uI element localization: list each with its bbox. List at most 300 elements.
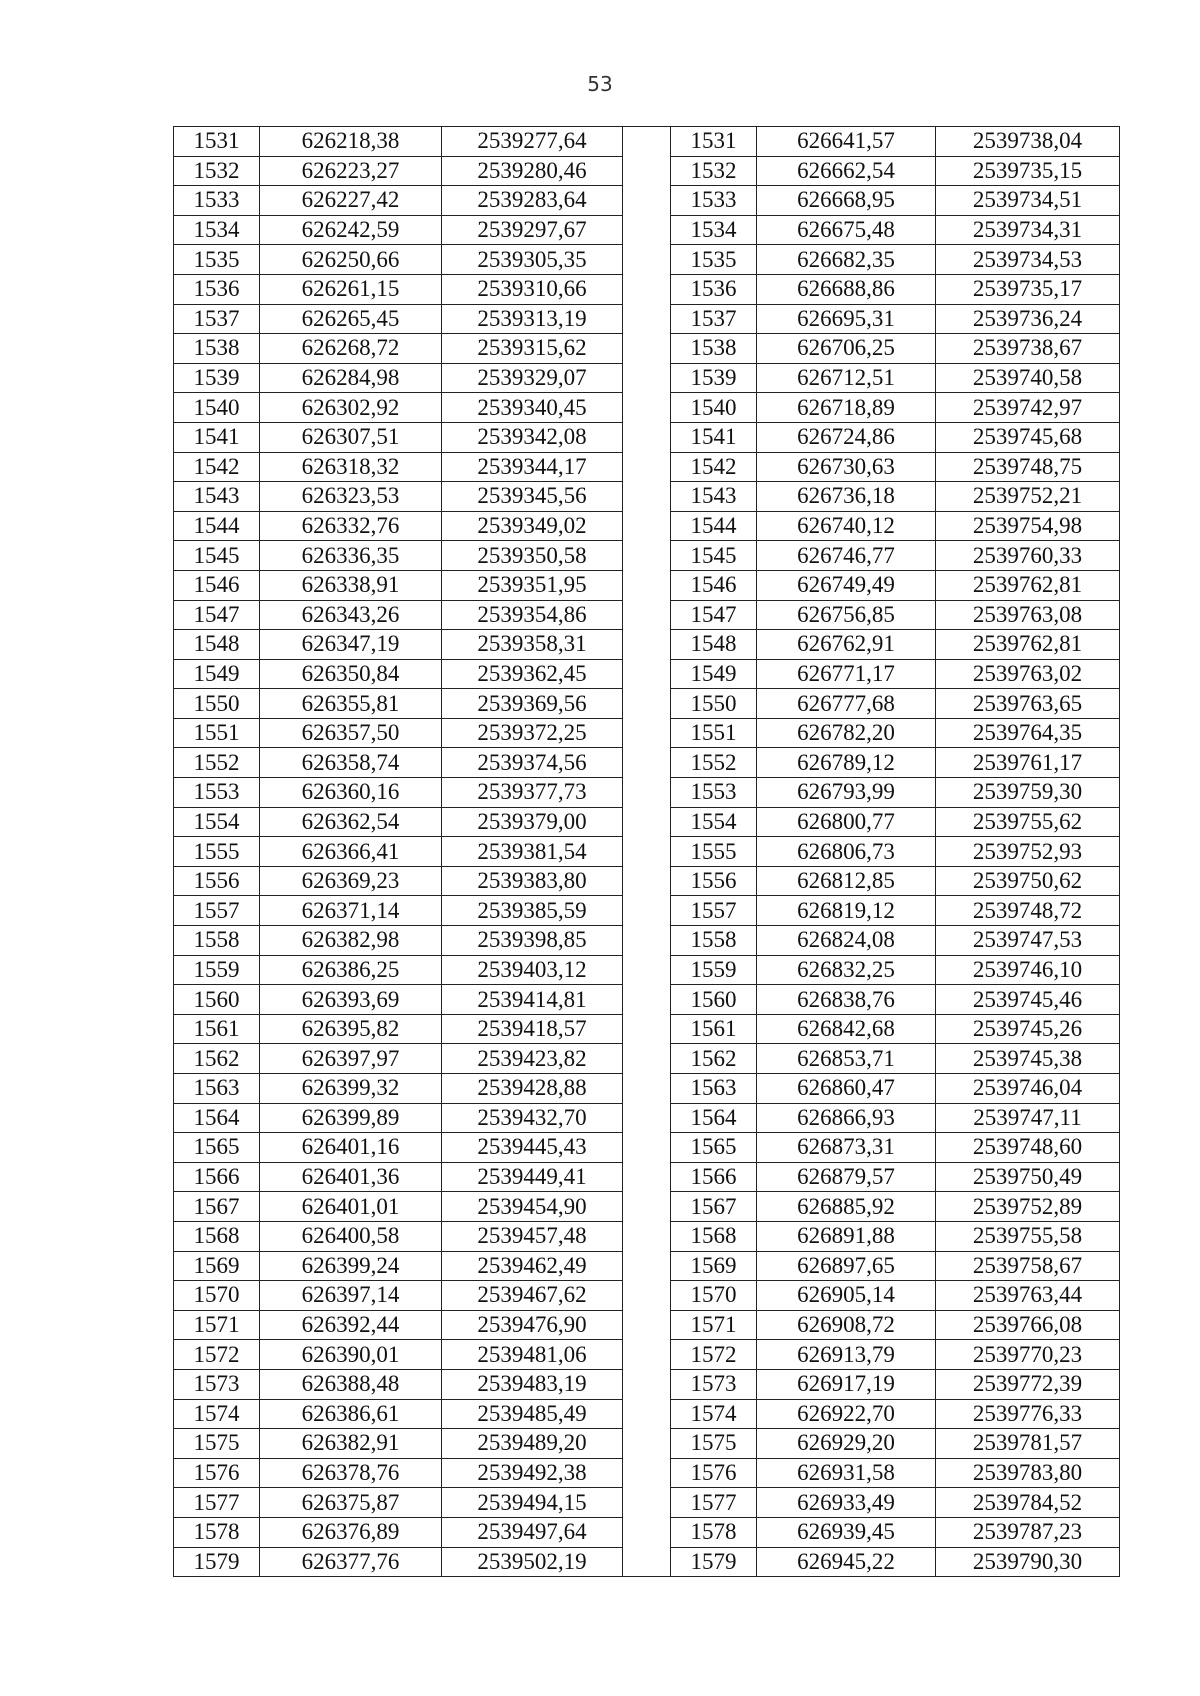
table-row bbox=[174, 1458, 1120, 1488]
point-number-cell: 1536 bbox=[174, 274, 260, 304]
point-number-cell: 1540 bbox=[174, 393, 260, 423]
table-row bbox=[174, 1281, 1120, 1311]
table-row bbox=[174, 630, 1120, 660]
y-coordinate-cell: 2539432,70 bbox=[442, 1103, 623, 1133]
y-coordinate-cell: 2539754,98 bbox=[936, 511, 1120, 541]
table-row bbox=[174, 215, 1120, 245]
y-coordinate-cell: 2539734,53 bbox=[936, 245, 1120, 275]
point-number-cell: 1535 bbox=[671, 245, 757, 275]
y-coordinate-cell: 2539467,62 bbox=[442, 1281, 623, 1311]
table-row bbox=[174, 511, 1120, 541]
table-row bbox=[174, 807, 1120, 837]
y-coordinate-cell: 2539755,62 bbox=[936, 807, 1120, 837]
y-coordinate-cell: 2539766,08 bbox=[936, 1310, 1120, 1340]
x-coordinate-cell: 626386,61 bbox=[260, 1399, 442, 1429]
x-coordinate-cell: 626227,42 bbox=[260, 186, 442, 216]
gap-cell bbox=[623, 837, 671, 867]
point-number-cell: 1550 bbox=[671, 689, 757, 719]
y-coordinate-cell: 2539745,26 bbox=[936, 1014, 1120, 1044]
gap-cell bbox=[623, 334, 671, 364]
table-row bbox=[174, 718, 1120, 748]
x-coordinate-cell: 626793,99 bbox=[757, 778, 936, 808]
y-coordinate-cell: 2539454,90 bbox=[442, 1192, 623, 1222]
point-number-cell: 1573 bbox=[174, 1369, 260, 1399]
point-number-cell: 1539 bbox=[671, 363, 757, 393]
x-coordinate-cell: 626371,14 bbox=[260, 896, 442, 926]
y-coordinate-cell: 2539745,38 bbox=[936, 1044, 1120, 1074]
y-coordinate-cell: 2539748,60 bbox=[936, 1133, 1120, 1163]
y-coordinate-cell: 2539759,30 bbox=[936, 778, 1120, 808]
y-coordinate-cell: 2539351,95 bbox=[442, 570, 623, 600]
x-coordinate-cell: 626358,74 bbox=[260, 748, 442, 778]
point-number-cell: 1560 bbox=[174, 985, 260, 1015]
x-coordinate-cell: 626812,85 bbox=[757, 866, 936, 896]
y-coordinate-cell: 2539740,58 bbox=[936, 363, 1120, 393]
y-coordinate-cell: 2539734,31 bbox=[936, 215, 1120, 245]
table-row bbox=[174, 600, 1120, 630]
point-number-cell: 1558 bbox=[671, 926, 757, 956]
point-number-cell: 1537 bbox=[174, 304, 260, 334]
y-coordinate-cell: 2539383,80 bbox=[442, 866, 623, 896]
point-number-cell: 1559 bbox=[671, 955, 757, 985]
table-row bbox=[174, 452, 1120, 482]
x-coordinate-cell: 626377,76 bbox=[260, 1547, 442, 1577]
point-number-cell: 1548 bbox=[174, 630, 260, 660]
point-number-cell: 1563 bbox=[671, 1074, 757, 1104]
x-coordinate-cell: 626318,32 bbox=[260, 452, 442, 482]
y-coordinate-cell: 2539738,67 bbox=[936, 334, 1120, 364]
x-coordinate-cell: 626842,68 bbox=[757, 1014, 936, 1044]
x-coordinate-cell: 626397,14 bbox=[260, 1281, 442, 1311]
y-coordinate-cell: 2539770,23 bbox=[936, 1340, 1120, 1370]
table-row bbox=[174, 837, 1120, 867]
point-number-cell: 1562 bbox=[671, 1044, 757, 1074]
y-coordinate-cell: 2539354,86 bbox=[442, 600, 623, 630]
y-coordinate-cell: 2539358,31 bbox=[442, 630, 623, 660]
y-coordinate-cell: 2539747,53 bbox=[936, 926, 1120, 956]
gap-cell bbox=[623, 1044, 671, 1074]
y-coordinate-cell: 2539398,85 bbox=[442, 926, 623, 956]
x-coordinate-cell: 626879,57 bbox=[757, 1162, 936, 1192]
point-number-cell: 1577 bbox=[671, 1488, 757, 1518]
gap-cell bbox=[623, 1103, 671, 1133]
x-coordinate-cell: 626360,16 bbox=[260, 778, 442, 808]
point-number-cell: 1550 bbox=[174, 689, 260, 719]
x-coordinate-cell: 626323,53 bbox=[260, 482, 442, 512]
x-coordinate-cell: 626375,87 bbox=[260, 1488, 442, 1518]
y-coordinate-cell: 2539313,19 bbox=[442, 304, 623, 334]
y-coordinate-cell: 2539760,33 bbox=[936, 541, 1120, 571]
x-coordinate-cell: 626706,25 bbox=[757, 334, 936, 364]
gap-cell bbox=[623, 1192, 671, 1222]
x-coordinate-cell: 626800,77 bbox=[757, 807, 936, 837]
y-coordinate-cell: 2539485,49 bbox=[442, 1399, 623, 1429]
y-coordinate-cell: 2539481,06 bbox=[442, 1340, 623, 1370]
y-coordinate-cell: 2539449,41 bbox=[442, 1162, 623, 1192]
y-coordinate-cell: 2539762,81 bbox=[936, 570, 1120, 600]
point-number-cell: 1542 bbox=[671, 452, 757, 482]
table-row bbox=[174, 1310, 1120, 1340]
gap-cell bbox=[623, 1429, 671, 1459]
point-number-cell: 1554 bbox=[671, 807, 757, 837]
y-coordinate-cell: 2539758,67 bbox=[936, 1251, 1120, 1281]
x-coordinate-cell: 626362,54 bbox=[260, 807, 442, 837]
table-row bbox=[174, 156, 1120, 186]
point-number-cell: 1549 bbox=[174, 659, 260, 689]
table-row bbox=[174, 689, 1120, 719]
gap-cell bbox=[623, 1547, 671, 1577]
point-number-cell: 1565 bbox=[671, 1133, 757, 1163]
y-coordinate-cell: 2539381,54 bbox=[442, 837, 623, 867]
gap-cell bbox=[623, 1133, 671, 1163]
point-number-cell: 1571 bbox=[174, 1310, 260, 1340]
y-coordinate-cell: 2539483,19 bbox=[442, 1369, 623, 1399]
x-coordinate-cell: 626399,32 bbox=[260, 1074, 442, 1104]
x-coordinate-cell: 626401,01 bbox=[260, 1192, 442, 1222]
gap-cell bbox=[623, 363, 671, 393]
y-coordinate-cell: 2539750,49 bbox=[936, 1162, 1120, 1192]
point-number-cell: 1568 bbox=[174, 1221, 260, 1251]
gap-cell bbox=[623, 866, 671, 896]
y-coordinate-cell: 2539297,67 bbox=[442, 215, 623, 245]
table-row bbox=[174, 955, 1120, 985]
x-coordinate-cell: 626922,70 bbox=[757, 1399, 936, 1429]
gap-cell bbox=[623, 689, 671, 719]
point-number-cell: 1543 bbox=[174, 482, 260, 512]
x-coordinate-cell: 626366,41 bbox=[260, 837, 442, 867]
point-number-cell: 1565 bbox=[174, 1133, 260, 1163]
x-coordinate-cell: 626338,91 bbox=[260, 570, 442, 600]
y-coordinate-cell: 2539377,73 bbox=[442, 778, 623, 808]
gap-cell bbox=[623, 1458, 671, 1488]
gap-cell bbox=[623, 955, 671, 985]
table-row bbox=[174, 186, 1120, 216]
y-coordinate-cell: 2539372,25 bbox=[442, 718, 623, 748]
table-row bbox=[174, 274, 1120, 304]
gap-cell bbox=[623, 304, 671, 334]
x-coordinate-cell: 626782,20 bbox=[757, 718, 936, 748]
x-coordinate-cell: 626682,35 bbox=[757, 245, 936, 275]
x-coordinate-cell: 626401,36 bbox=[260, 1162, 442, 1192]
y-coordinate-cell: 2539745,68 bbox=[936, 422, 1120, 452]
x-coordinate-cell: 626945,22 bbox=[757, 1547, 936, 1577]
y-coordinate-cell: 2539374,56 bbox=[442, 748, 623, 778]
y-coordinate-cell: 2539369,56 bbox=[442, 689, 623, 719]
x-coordinate-cell: 626832,25 bbox=[757, 955, 936, 985]
y-coordinate-cell: 2539738,04 bbox=[936, 127, 1120, 157]
gap-cell bbox=[623, 1310, 671, 1340]
x-coordinate-cell: 626838,76 bbox=[757, 985, 936, 1015]
table-row bbox=[174, 334, 1120, 364]
x-coordinate-cell: 626718,89 bbox=[757, 393, 936, 423]
gap-cell bbox=[623, 1162, 671, 1192]
gap-cell bbox=[623, 630, 671, 660]
table-row bbox=[174, 1162, 1120, 1192]
point-number-cell: 1552 bbox=[174, 748, 260, 778]
x-coordinate-cell: 626357,50 bbox=[260, 718, 442, 748]
x-coordinate-cell: 626939,45 bbox=[757, 1517, 936, 1547]
y-coordinate-cell: 2539305,35 bbox=[442, 245, 623, 275]
x-coordinate-cell: 626242,59 bbox=[260, 215, 442, 245]
table-row bbox=[174, 1251, 1120, 1281]
gap-cell bbox=[623, 1074, 671, 1104]
gap-cell bbox=[623, 186, 671, 216]
point-number-cell: 1555 bbox=[671, 837, 757, 867]
gap-cell bbox=[623, 1251, 671, 1281]
x-coordinate-cell: 626908,72 bbox=[757, 1310, 936, 1340]
x-coordinate-cell: 626268,72 bbox=[260, 334, 442, 364]
y-coordinate-cell: 2539403,12 bbox=[442, 955, 623, 985]
table-row bbox=[174, 778, 1120, 808]
y-coordinate-cell: 2539746,10 bbox=[936, 955, 1120, 985]
gap-cell bbox=[623, 659, 671, 689]
point-number-cell: 1566 bbox=[671, 1162, 757, 1192]
point-number-cell: 1570 bbox=[671, 1281, 757, 1311]
x-coordinate-cell: 626382,91 bbox=[260, 1429, 442, 1459]
point-number-cell: 1572 bbox=[174, 1340, 260, 1370]
y-coordinate-cell: 2539763,65 bbox=[936, 689, 1120, 719]
table-row bbox=[174, 1074, 1120, 1104]
point-number-cell: 1546 bbox=[671, 570, 757, 600]
y-coordinate-cell: 2539445,43 bbox=[442, 1133, 623, 1163]
y-coordinate-cell: 2539761,17 bbox=[936, 748, 1120, 778]
y-coordinate-cell: 2539752,93 bbox=[936, 837, 1120, 867]
y-coordinate-cell: 2539497,64 bbox=[442, 1517, 623, 1547]
x-coordinate-cell: 626386,25 bbox=[260, 955, 442, 985]
point-number-cell: 1536 bbox=[671, 274, 757, 304]
point-number-cell: 1557 bbox=[671, 896, 757, 926]
point-number-cell: 1532 bbox=[671, 156, 757, 186]
y-coordinate-cell: 2539784,52 bbox=[936, 1488, 1120, 1518]
y-coordinate-cell: 2539502,19 bbox=[442, 1547, 623, 1577]
point-number-cell: 1578 bbox=[671, 1517, 757, 1547]
table-row bbox=[174, 1014, 1120, 1044]
point-number-cell: 1569 bbox=[174, 1251, 260, 1281]
point-number-cell: 1562 bbox=[174, 1044, 260, 1074]
y-coordinate-cell: 2539423,82 bbox=[442, 1044, 623, 1074]
gap-cell bbox=[623, 1281, 671, 1311]
table-row bbox=[174, 304, 1120, 334]
x-coordinate-cell: 626771,17 bbox=[757, 659, 936, 689]
point-number-cell: 1547 bbox=[671, 600, 757, 630]
x-coordinate-cell: 626393,69 bbox=[260, 985, 442, 1015]
x-coordinate-cell: 626749,49 bbox=[757, 570, 936, 600]
y-coordinate-cell: 2539748,72 bbox=[936, 896, 1120, 926]
table-row bbox=[174, 748, 1120, 778]
point-number-cell: 1555 bbox=[174, 837, 260, 867]
point-number-cell: 1539 bbox=[174, 363, 260, 393]
point-number-cell: 1544 bbox=[671, 511, 757, 541]
x-coordinate-cell: 626885,92 bbox=[757, 1192, 936, 1222]
x-coordinate-cell: 626933,49 bbox=[757, 1488, 936, 1518]
gap-cell bbox=[623, 1369, 671, 1399]
gap-cell bbox=[623, 718, 671, 748]
y-coordinate-cell: 2539763,08 bbox=[936, 600, 1120, 630]
page-number: 53 bbox=[587, 72, 613, 96]
gap-cell bbox=[623, 245, 671, 275]
y-coordinate-cell: 2539783,80 bbox=[936, 1458, 1120, 1488]
table-row bbox=[174, 541, 1120, 571]
x-coordinate-cell: 626746,77 bbox=[757, 541, 936, 571]
gap-cell bbox=[623, 1340, 671, 1370]
gap-cell bbox=[623, 807, 671, 837]
x-coordinate-cell: 626897,65 bbox=[757, 1251, 936, 1281]
table-row bbox=[174, 896, 1120, 926]
point-number-cell: 1569 bbox=[671, 1251, 757, 1281]
x-coordinate-cell: 626905,14 bbox=[757, 1281, 936, 1311]
y-coordinate-cell: 2539489,20 bbox=[442, 1429, 623, 1459]
table-row bbox=[174, 393, 1120, 423]
x-coordinate-cell: 626218,38 bbox=[260, 127, 442, 157]
x-coordinate-cell: 626399,24 bbox=[260, 1251, 442, 1281]
table-row bbox=[174, 127, 1120, 157]
gap-cell bbox=[623, 127, 671, 157]
x-coordinate-cell: 626250,66 bbox=[260, 245, 442, 275]
x-coordinate-cell: 626388,48 bbox=[260, 1369, 442, 1399]
point-number-cell: 1552 bbox=[671, 748, 757, 778]
point-number-cell: 1575 bbox=[671, 1429, 757, 1459]
x-coordinate-cell: 626397,97 bbox=[260, 1044, 442, 1074]
y-coordinate-cell: 2539762,81 bbox=[936, 630, 1120, 660]
point-number-cell: 1574 bbox=[671, 1399, 757, 1429]
point-number-cell: 1556 bbox=[671, 866, 757, 896]
point-number-cell: 1578 bbox=[174, 1517, 260, 1547]
y-coordinate-cell: 2539340,45 bbox=[442, 393, 623, 423]
table-row bbox=[174, 1369, 1120, 1399]
point-number-cell: 1577 bbox=[174, 1488, 260, 1518]
y-coordinate-cell: 2539385,59 bbox=[442, 896, 623, 926]
y-coordinate-cell: 2539350,58 bbox=[442, 541, 623, 571]
point-number-cell: 1538 bbox=[174, 334, 260, 364]
y-coordinate-cell: 2539345,56 bbox=[442, 482, 623, 512]
point-number-cell: 1576 bbox=[671, 1458, 757, 1488]
y-coordinate-cell: 2539349,02 bbox=[442, 511, 623, 541]
x-coordinate-cell: 626355,81 bbox=[260, 689, 442, 719]
point-number-cell: 1564 bbox=[671, 1103, 757, 1133]
x-coordinate-cell: 626395,82 bbox=[260, 1014, 442, 1044]
y-coordinate-cell: 2539379,00 bbox=[442, 807, 623, 837]
table-row bbox=[174, 363, 1120, 393]
point-number-cell: 1556 bbox=[174, 866, 260, 896]
gap-cell bbox=[623, 748, 671, 778]
gap-cell bbox=[623, 570, 671, 600]
y-coordinate-cell: 2539362,45 bbox=[442, 659, 623, 689]
y-coordinate-cell: 2539772,39 bbox=[936, 1369, 1120, 1399]
point-number-cell: 1537 bbox=[671, 304, 757, 334]
x-coordinate-cell: 626762,91 bbox=[757, 630, 936, 660]
x-coordinate-cell: 626931,58 bbox=[757, 1458, 936, 1488]
point-number-cell: 1570 bbox=[174, 1281, 260, 1311]
point-number-cell: 1545 bbox=[671, 541, 757, 571]
x-coordinate-cell: 626392,44 bbox=[260, 1310, 442, 1340]
y-coordinate-cell: 2539280,46 bbox=[442, 156, 623, 186]
gap-cell bbox=[623, 985, 671, 1015]
gap-cell bbox=[623, 1221, 671, 1251]
y-coordinate-cell: 2539755,58 bbox=[936, 1221, 1120, 1251]
point-number-cell: 1532 bbox=[174, 156, 260, 186]
gap-cell bbox=[623, 215, 671, 245]
x-coordinate-cell: 626789,12 bbox=[757, 748, 936, 778]
point-number-cell: 1545 bbox=[174, 541, 260, 571]
point-number-cell: 1543 bbox=[671, 482, 757, 512]
y-coordinate-cell: 2539752,21 bbox=[936, 482, 1120, 512]
point-number-cell: 1561 bbox=[671, 1014, 757, 1044]
x-coordinate-cell: 626336,35 bbox=[260, 541, 442, 571]
gap-cell bbox=[623, 274, 671, 304]
x-coordinate-cell: 626724,86 bbox=[757, 422, 936, 452]
table-row bbox=[174, 866, 1120, 896]
point-number-cell: 1553 bbox=[174, 778, 260, 808]
table-row bbox=[174, 985, 1120, 1015]
gap-cell bbox=[623, 422, 671, 452]
x-coordinate-cell: 626866,93 bbox=[757, 1103, 936, 1133]
gap-cell bbox=[623, 452, 671, 482]
gap-cell bbox=[623, 156, 671, 186]
point-number-cell: 1563 bbox=[174, 1074, 260, 1104]
y-coordinate-cell: 2539747,11 bbox=[936, 1103, 1120, 1133]
point-number-cell: 1535 bbox=[174, 245, 260, 275]
x-coordinate-cell: 626688,86 bbox=[757, 274, 936, 304]
x-coordinate-cell: 626332,76 bbox=[260, 511, 442, 541]
table-row bbox=[174, 1340, 1120, 1370]
y-coordinate-cell: 2539735,17 bbox=[936, 274, 1120, 304]
y-coordinate-cell: 2539752,89 bbox=[936, 1192, 1120, 1222]
point-number-cell: 1541 bbox=[671, 422, 757, 452]
point-number-cell: 1567 bbox=[671, 1192, 757, 1222]
x-coordinate-cell: 626265,45 bbox=[260, 304, 442, 334]
y-coordinate-cell: 2539418,57 bbox=[442, 1014, 623, 1044]
point-number-cell: 1560 bbox=[671, 985, 757, 1015]
y-coordinate-cell: 2539342,08 bbox=[442, 422, 623, 452]
table-row bbox=[174, 1103, 1120, 1133]
table-row bbox=[174, 1221, 1120, 1251]
y-coordinate-cell: 2539787,23 bbox=[936, 1517, 1120, 1547]
x-coordinate-cell: 626343,26 bbox=[260, 600, 442, 630]
point-number-cell: 1533 bbox=[671, 186, 757, 216]
point-number-cell: 1540 bbox=[671, 393, 757, 423]
point-number-cell: 1571 bbox=[671, 1310, 757, 1340]
point-number-cell: 1538 bbox=[671, 334, 757, 364]
y-coordinate-cell: 2539776,33 bbox=[936, 1399, 1120, 1429]
gap-cell bbox=[623, 600, 671, 630]
x-coordinate-cell: 626662,54 bbox=[757, 156, 936, 186]
point-number-cell: 1573 bbox=[671, 1369, 757, 1399]
coordinates-table-body bbox=[174, 127, 1120, 1577]
y-coordinate-cell: 2539492,38 bbox=[442, 1458, 623, 1488]
table-row bbox=[174, 1488, 1120, 1518]
point-number-cell: 1534 bbox=[174, 215, 260, 245]
gap-cell bbox=[623, 1488, 671, 1518]
y-coordinate-cell: 2539763,02 bbox=[936, 659, 1120, 689]
point-number-cell: 1542 bbox=[174, 452, 260, 482]
y-coordinate-cell: 2539329,07 bbox=[442, 363, 623, 393]
x-coordinate-cell: 626695,31 bbox=[757, 304, 936, 334]
x-coordinate-cell: 626712,51 bbox=[757, 363, 936, 393]
x-coordinate-cell: 626401,16 bbox=[260, 1133, 442, 1163]
x-coordinate-cell: 626261,15 bbox=[260, 274, 442, 304]
x-coordinate-cell: 626307,51 bbox=[260, 422, 442, 452]
table-row bbox=[174, 245, 1120, 275]
x-coordinate-cell: 626777,68 bbox=[757, 689, 936, 719]
table-row bbox=[174, 1429, 1120, 1459]
x-coordinate-cell: 626390,01 bbox=[260, 1340, 442, 1370]
point-number-cell: 1572 bbox=[671, 1340, 757, 1370]
gap-cell bbox=[623, 896, 671, 926]
x-coordinate-cell: 626668,95 bbox=[757, 186, 936, 216]
gap-cell bbox=[623, 393, 671, 423]
x-coordinate-cell: 626917,19 bbox=[757, 1369, 936, 1399]
point-number-cell: 1559 bbox=[174, 955, 260, 985]
